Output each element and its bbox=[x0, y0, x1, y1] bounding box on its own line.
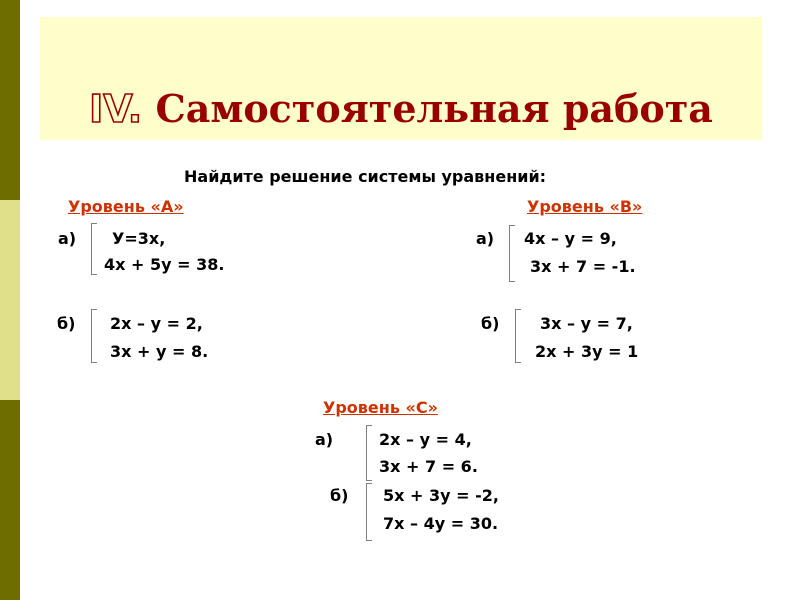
title-bar bbox=[40, 17, 762, 140]
sidebar-decoration bbox=[0, 0, 20, 600]
system-brace bbox=[91, 309, 97, 363]
level-c-task-a-label: а) bbox=[315, 430, 334, 449]
equation: 3х – у = 7, bbox=[540, 314, 633, 333]
equation: 7х – 4у = 30. bbox=[383, 514, 499, 533]
equation: 3х + 7 = 6. bbox=[379, 457, 478, 476]
equation: 4х – у = 9, bbox=[524, 229, 617, 248]
sidebar-segment-dark bbox=[0, 0, 20, 200]
equation: 3х + 7 = -1. bbox=[530, 257, 636, 276]
slide-title bbox=[40, 87, 762, 131]
equation: 3х + у = 8. bbox=[110, 342, 209, 361]
instruction-text: Найдите решение системы уравнений: bbox=[184, 167, 547, 186]
equation: 2х – у = 4, bbox=[379, 430, 472, 449]
equation: 5х + 3у = -2, bbox=[383, 486, 499, 505]
equation: У=3х, bbox=[112, 229, 166, 248]
level-a-task-a-label: а) bbox=[58, 229, 77, 248]
system-brace bbox=[91, 223, 97, 275]
level-b-task-b-label: б) bbox=[481, 314, 500, 333]
equation: 2х – у = 2, bbox=[110, 314, 203, 333]
system-brace bbox=[366, 483, 372, 541]
equation: 4х + 5у = 38. bbox=[104, 255, 225, 274]
level-b-heading: Уровень «В» bbox=[527, 197, 643, 216]
level-c-task-b-label: б) bbox=[330, 486, 349, 505]
level-a-task-b-label: б) bbox=[57, 314, 76, 333]
equation: 2х + 3у = 1 bbox=[535, 342, 639, 361]
system-brace bbox=[509, 225, 515, 282]
level-a-heading: Уровень «А» bbox=[68, 197, 184, 216]
title-text: Самостоятельная работа bbox=[155, 86, 713, 131]
level-b-task-a-label: а) bbox=[476, 229, 495, 248]
sidebar-segment-dark bbox=[0, 400, 20, 600]
sidebar-segment-light bbox=[0, 200, 20, 400]
level-c-heading: Уровень «С» bbox=[323, 398, 438, 417]
title-roman-numeral: IV. bbox=[89, 87, 143, 131]
system-brace bbox=[366, 425, 372, 481]
system-brace bbox=[515, 309, 521, 363]
